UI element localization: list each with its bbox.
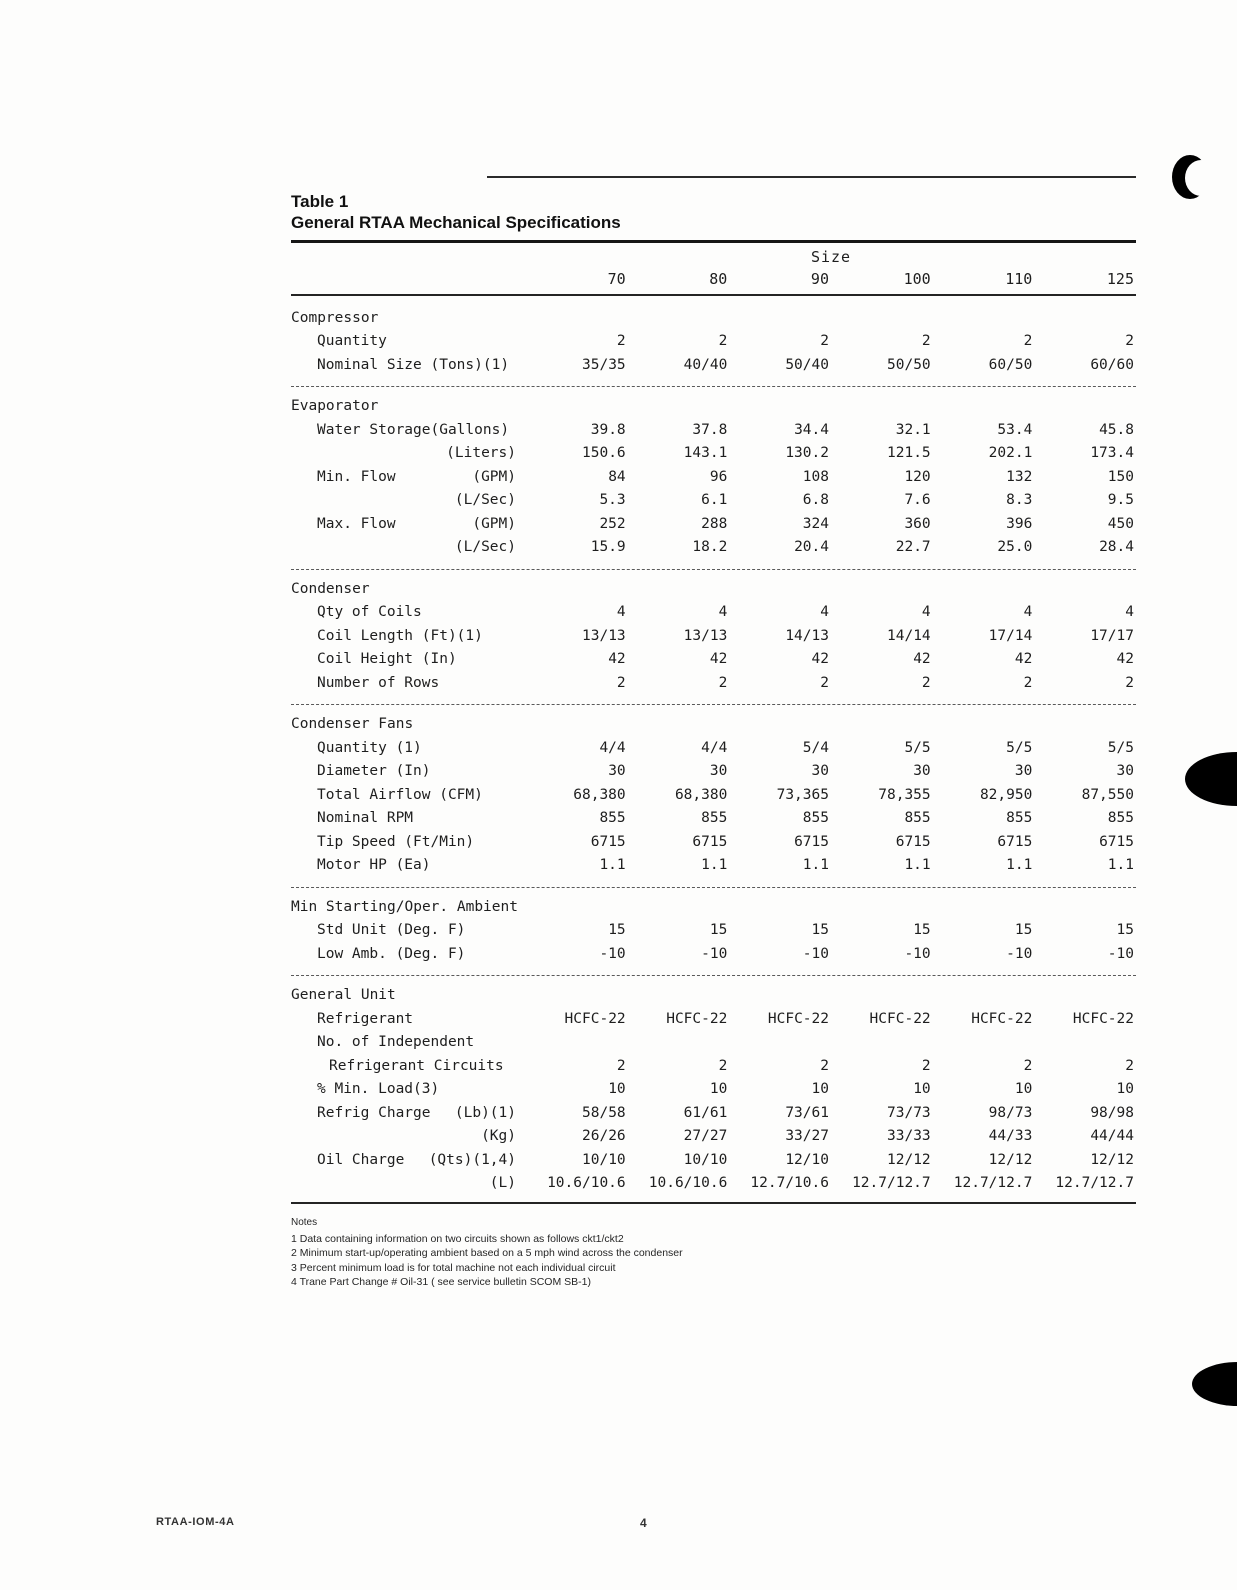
- cell-value: 25.0: [997, 539, 1033, 555]
- cell-value: 30: [709, 763, 728, 779]
- row-label: Coil Height (In): [317, 651, 457, 667]
- cell-value: 50/40: [785, 356, 829, 373]
- column-header-125: 125: [1106, 270, 1134, 288]
- cell-value: 73,365: [776, 786, 829, 803]
- cell-value: -10: [599, 945, 626, 962]
- cell-value: 78,355: [878, 786, 931, 803]
- cell-value: HCFC-22: [666, 1010, 728, 1027]
- section-min-starting-oper-ambient: [291, 887, 1136, 967]
- table-row: [291, 536, 1136, 560]
- cell-value: 13/13: [582, 627, 626, 644]
- cell-value: 15: [811, 922, 829, 938]
- table-row: [291, 419, 1136, 443]
- cell-value: 30: [811, 763, 829, 779]
- row-label: Low Amb. (Deg. F): [317, 945, 466, 962]
- row-label-cell: [291, 854, 526, 878]
- section-general-unit: [291, 975, 1136, 1196]
- cell-value: 5/5: [904, 739, 931, 756]
- cell-value: 7.6: [904, 492, 931, 508]
- table-row: [291, 831, 1136, 855]
- row-label-cell: [291, 1031, 526, 1055]
- row-label: Number of Rows: [317, 674, 440, 691]
- cell-value: 2: [1125, 333, 1134, 349]
- column-header-80: 80: [709, 270, 728, 288]
- row-label: [291, 1125, 317, 1149]
- cell-value: 42: [1014, 651, 1033, 667]
- cell-value: 855: [904, 810, 931, 826]
- row-label: [291, 536, 317, 560]
- notes-title: Notes: [291, 1216, 318, 1228]
- cell-value: 6715: [1099, 833, 1134, 850]
- table-bottom-divider: [291, 1202, 1136, 1204]
- cell-value: 2: [1023, 1057, 1033, 1074]
- cell-value: 1.1: [1006, 857, 1033, 873]
- notes-list: [291, 1232, 1136, 1290]
- scan-artifact-blob: [1192, 1362, 1237, 1406]
- cell-value: 26/26: [582, 1128, 626, 1144]
- cell-value: 10: [608, 1081, 626, 1097]
- cell-value: 4: [820, 604, 829, 620]
- cell-value: 5/5: [1107, 739, 1134, 756]
- cell-value: 18.2: [692, 539, 728, 555]
- section-evaporator: [291, 386, 1136, 560]
- row-label-cell: [291, 943, 526, 967]
- row-label-cell: [291, 330, 526, 354]
- cell-value: HCFC-22: [564, 1010, 626, 1027]
- row-label-cell: [291, 737, 526, 761]
- cell-value: 2: [820, 333, 829, 349]
- size-header-label: Size: [810, 248, 852, 266]
- row-label: Diameter (In): [317, 763, 431, 779]
- cell-value: 855: [701, 810, 728, 826]
- cell-value: 20.4: [794, 539, 829, 555]
- cell-value: 4: [921, 604, 931, 620]
- column-header-row: [291, 268, 1136, 292]
- cell-value: 10.6/10.6: [547, 1175, 626, 1191]
- row-label-cell: [291, 1102, 526, 1126]
- cell-value: 39.8: [590, 421, 626, 438]
- cell-value: 27/27: [683, 1128, 728, 1144]
- scan-artifact-blob: [1185, 752, 1237, 806]
- spec-table-body: [291, 307, 1136, 1196]
- cell-value: -10: [904, 945, 931, 962]
- row-label: Total Airflow (CFM): [317, 786, 483, 803]
- row-label-cell: [291, 1149, 526, 1173]
- cell-value: HCFC-22: [971, 1010, 1033, 1027]
- cell-value: 12/12: [887, 1151, 931, 1168]
- section-title-condenser: Condenser: [291, 580, 370, 597]
- row-unit: (L/Sec): [454, 539, 516, 555]
- cell-value: 2: [1023, 333, 1033, 349]
- cell-value: -10: [802, 945, 829, 962]
- cell-value: 50/50: [887, 356, 931, 373]
- cell-value: 252: [599, 515, 626, 532]
- cell-value: 28.4: [1099, 539, 1134, 555]
- cell-value: 10/10: [683, 1151, 728, 1168]
- cell-value: 6715: [794, 833, 829, 850]
- cell-value: 15: [913, 922, 931, 938]
- row-label: Quantity (1): [317, 739, 422, 756]
- cell-value: 37.8: [692, 421, 728, 438]
- row-label-cell: [291, 760, 526, 784]
- cell-value: 130.2: [785, 445, 829, 461]
- cell-value: 61/61: [683, 1104, 728, 1121]
- row-label: Oil Charge: [317, 1151, 405, 1168]
- cell-value: 1.1: [599, 857, 626, 873]
- cell-value: 173.4: [1090, 445, 1134, 461]
- cell-value: 2: [820, 674, 829, 691]
- cell-value: 73/73: [887, 1104, 931, 1121]
- table-row: [291, 1008, 1136, 1032]
- cell-value: 53.4: [997, 421, 1033, 438]
- cell-value: 82,950: [979, 786, 1033, 803]
- cell-value: 15: [1116, 922, 1134, 938]
- cell-value: 12/10: [785, 1151, 829, 1168]
- cell-value: -10: [701, 945, 728, 962]
- notes-block: [291, 1217, 1136, 1290]
- cell-value: 10.6/10.6: [648, 1175, 728, 1191]
- row-label-cell: [291, 419, 526, 443]
- cell-value: 12.7/10.6: [750, 1175, 829, 1191]
- cell-value: 2: [1023, 674, 1033, 691]
- cell-value: 2: [921, 1057, 931, 1074]
- cell-value: 12/12: [1090, 1151, 1134, 1168]
- cell-value: 121.5: [887, 445, 931, 461]
- cell-value: 855: [802, 810, 829, 826]
- cell-value: 360: [904, 515, 931, 532]
- cell-value: 84: [608, 468, 626, 485]
- table-row: [291, 1149, 1136, 1173]
- cell-value: 6.1: [701, 492, 728, 508]
- cell-value: 4: [1125, 604, 1134, 620]
- cell-value: 13/13: [683, 627, 728, 644]
- cell-value: 15: [709, 922, 728, 938]
- row-label: Tip Speed (Ft/Min): [317, 833, 475, 850]
- row-label-cell: [291, 354, 526, 378]
- cell-value: 4: [1023, 604, 1033, 620]
- row-unit: (Kg): [481, 1128, 516, 1144]
- cell-value: 2: [616, 333, 626, 349]
- cell-value: 34.4: [794, 421, 829, 438]
- cell-value: 12/12: [988, 1151, 1033, 1168]
- cell-value: 2: [616, 1057, 626, 1074]
- table-row: [291, 1078, 1136, 1102]
- cell-value: 14/13: [785, 627, 829, 644]
- cell-value: 98/73: [988, 1104, 1033, 1121]
- row-label: [291, 442, 317, 466]
- table-row: [291, 672, 1136, 696]
- table-row: [291, 1031, 1136, 1055]
- cell-value: 150: [1107, 468, 1134, 485]
- row-label-cell: [291, 601, 526, 625]
- row-label-cell: [291, 1172, 526, 1196]
- cell-value: 42: [913, 651, 931, 667]
- cell-value: 42: [709, 651, 728, 667]
- cell-value: 45.8: [1099, 421, 1134, 438]
- cell-value: 6715: [997, 833, 1033, 850]
- cell-value: 2: [718, 674, 728, 691]
- cell-value: 855: [1006, 810, 1033, 826]
- cell-value: 143.1: [683, 445, 728, 461]
- cell-value: 120: [904, 468, 931, 485]
- table-row: [291, 466, 1136, 490]
- table-title: General RTAA Mechanical Specifications: [291, 213, 621, 232]
- document-id: RTAA-IOM-4A: [156, 1516, 235, 1528]
- row-label: Refrig Charge: [317, 1104, 431, 1121]
- table-row: [291, 330, 1136, 354]
- cell-value: 2: [1125, 1057, 1134, 1074]
- row-label-cell: [291, 1125, 526, 1149]
- cell-value: 15.9: [590, 539, 626, 555]
- row-unit: (Lb)(1): [454, 1104, 516, 1121]
- row-label: % Min. Load(3): [317, 1081, 440, 1097]
- page-content: [291, 176, 1136, 1290]
- row-label: Qty of Coils: [317, 604, 422, 620]
- row-label-cell: [291, 807, 526, 831]
- row-label-cell: [291, 442, 526, 466]
- table-row: [291, 919, 1136, 943]
- column-header-90: 90: [810, 270, 829, 288]
- cell-value: 2: [718, 1057, 728, 1074]
- table-row: [291, 1125, 1136, 1149]
- cell-value: 17/14: [988, 627, 1033, 644]
- cell-value: 324: [802, 515, 829, 532]
- table-row: [291, 784, 1136, 808]
- note-item: 3 Percent minimum load is for total machine not each individual circuit: [291, 1261, 616, 1274]
- cell-value: 12.7/12.7: [953, 1175, 1033, 1191]
- row-label: Motor HP (Ea): [317, 857, 431, 873]
- column-header-70: 70: [607, 270, 626, 288]
- table-number: Table 1: [291, 192, 349, 211]
- row-label: [291, 489, 317, 513]
- cell-value: 40/40: [683, 356, 728, 373]
- table-row: [291, 601, 1136, 625]
- table-row: [291, 354, 1136, 378]
- cell-value: 96: [709, 468, 728, 485]
- note-item: 4 Trane Part Change # Oil-31 ( see service bulletin SCOM SB-1): [291, 1276, 591, 1288]
- row-label: Quantity: [317, 333, 387, 349]
- cell-value: 35/35: [582, 356, 626, 373]
- cell-value: 30: [608, 763, 626, 779]
- section-condenser: [291, 569, 1136, 696]
- row-label: Max. Flow: [317, 515, 396, 532]
- cell-value: 1.1: [904, 857, 931, 873]
- section-compressor: [291, 307, 1136, 378]
- cell-value: 4/4: [701, 739, 728, 756]
- cell-value: HCFC-22: [1072, 1010, 1134, 1027]
- table-row: [291, 737, 1136, 761]
- row-unit: (Liters): [446, 445, 516, 461]
- row-label-cell: [291, 513, 526, 537]
- row-label-cell: [291, 831, 526, 855]
- cell-value: 10: [1116, 1081, 1134, 1097]
- cell-value: 30: [913, 763, 931, 779]
- row-label: Refrigerant Circuits: [329, 1057, 504, 1074]
- cell-value: 9.5: [1107, 492, 1134, 508]
- cell-value: 6.8: [802, 492, 829, 508]
- cell-value: 2: [921, 674, 931, 691]
- cell-value: 58/58: [582, 1104, 626, 1121]
- cell-value: 98/98: [1090, 1104, 1134, 1121]
- cell-value: -10: [1006, 945, 1033, 962]
- row-label: Refrigerant: [317, 1010, 414, 1027]
- section-title-evaporator: Evaporator: [291, 398, 379, 414]
- row-unit: (L/Sec): [454, 492, 516, 508]
- section-title-general-unit: General Unit: [291, 987, 396, 1003]
- cell-value: 132: [1006, 468, 1033, 485]
- row-unit: (GPM): [472, 468, 516, 485]
- cell-value: 42: [1116, 651, 1134, 667]
- cell-value: -10: [1107, 945, 1134, 962]
- cell-value: 73/61: [785, 1104, 829, 1121]
- cell-value: 5/5: [1006, 739, 1033, 756]
- table-row: [291, 1102, 1136, 1126]
- table-row: [291, 625, 1136, 649]
- cell-value: 10: [811, 1081, 829, 1097]
- column-header-110: 110: [1005, 270, 1033, 288]
- table-row: [291, 442, 1136, 466]
- cell-value: 42: [608, 651, 626, 667]
- cell-value: 10: [913, 1081, 931, 1097]
- note-item: 1 Data containing information on two circuits shown as follows ckt1/ckt2: [291, 1232, 624, 1245]
- cell-value: 5.3: [599, 492, 626, 508]
- cell-value: 4: [616, 604, 626, 620]
- table-row: [291, 648, 1136, 672]
- section-title-min-starting-oper-ambient: Min Starting/Oper. Ambient: [291, 898, 518, 915]
- cell-value: 6715: [590, 833, 626, 850]
- row-label: Nominal RPM: [317, 810, 414, 826]
- cell-value: 10: [1014, 1081, 1033, 1097]
- cell-value: 17/17: [1090, 627, 1134, 644]
- row-label-cell: [291, 625, 526, 649]
- header-divider: [291, 294, 1136, 296]
- note-item: 2 Minimum start-up/operating ambient based on a 5 mph wind across the condenser: [291, 1247, 683, 1259]
- row-label: Std Unit (Deg. F): [317, 922, 466, 938]
- table-row: [291, 854, 1136, 878]
- cell-value: 22.7: [895, 539, 931, 555]
- cell-value: 30: [1014, 763, 1033, 779]
- cell-value: 1.1: [1107, 857, 1134, 873]
- cell-value: 2: [718, 333, 728, 349]
- cell-value: 2: [820, 1057, 829, 1074]
- cell-value: 855: [1107, 810, 1134, 826]
- section-title-condenser-fans: Condenser Fans: [291, 716, 414, 732]
- row-label-cell: [291, 1008, 526, 1032]
- cell-value: 288: [701, 515, 728, 532]
- row-label: [291, 1172, 317, 1196]
- cell-value: 10/10: [582, 1151, 626, 1168]
- cell-value: 33/27: [785, 1128, 829, 1144]
- cell-value: 68,380: [573, 786, 626, 803]
- cell-value: 2: [921, 333, 931, 349]
- row-unit: (L): [489, 1175, 516, 1191]
- table-row: [291, 1172, 1136, 1196]
- cell-value: 108: [802, 468, 829, 485]
- row-label: Min. Flow: [317, 468, 396, 485]
- title-divider: [291, 240, 1136, 243]
- cell-value: 202.1: [988, 445, 1033, 461]
- cell-value: 2: [616, 674, 626, 691]
- top-divider: [487, 176, 1136, 178]
- cell-value: 2: [1125, 674, 1134, 691]
- row-label: Nominal Size (Tons)(1): [317, 356, 510, 373]
- row-label-cell: [291, 672, 526, 696]
- cell-value: 450: [1107, 515, 1134, 532]
- cell-value: HCFC-22: [767, 1010, 829, 1027]
- cell-value: 68,380: [674, 786, 728, 803]
- row-label-cell: [291, 466, 526, 490]
- cell-value: 6715: [895, 833, 931, 850]
- cell-value: 33/33: [887, 1128, 931, 1144]
- table-row: [291, 1055, 1136, 1079]
- cell-value: 396: [1006, 515, 1033, 532]
- cell-value: 5/4: [802, 739, 829, 756]
- row-label-cell: [291, 919, 526, 943]
- cell-value: 12.7/12.7: [852, 1175, 931, 1191]
- size-header-row: [291, 246, 1136, 268]
- cell-value: 8.3: [1006, 492, 1033, 508]
- row-label-cell: [291, 648, 526, 672]
- cell-value: HCFC-22: [869, 1010, 931, 1027]
- row-label-cell: [291, 536, 526, 560]
- column-header-spacer: [291, 268, 526, 292]
- cell-value: 10: [709, 1081, 728, 1097]
- cell-value: 30: [1116, 763, 1134, 779]
- cell-value: 14/14: [887, 627, 931, 644]
- cell-value: 4/4: [599, 739, 626, 756]
- row-unit: (GPM): [472, 515, 516, 532]
- row-label-cell: [291, 784, 526, 808]
- row-unit: (Qts)(1,4): [428, 1151, 516, 1168]
- cell-value: 4: [718, 604, 728, 620]
- column-header-100: 100: [903, 270, 931, 288]
- cell-value: 15: [1014, 922, 1033, 938]
- cell-value: 12.7/12.7: [1055, 1175, 1134, 1191]
- cell-value: 60/60: [1090, 356, 1134, 373]
- table-row: [291, 513, 1136, 537]
- row-label-cell: [291, 489, 526, 513]
- row-label: No. of Independent: [317, 1034, 475, 1050]
- row-label: Water Storage(Gallons): [317, 421, 510, 438]
- cell-value: 150.6: [582, 445, 626, 461]
- table-row: [291, 760, 1136, 784]
- cell-value: 42: [811, 651, 829, 667]
- row-label-cell: [291, 1078, 526, 1102]
- row-label-cell: [291, 1055, 526, 1079]
- page-footer: [0, 1516, 1237, 1536]
- cell-value: 15: [608, 922, 626, 938]
- section-condenser-fans: [291, 704, 1136, 878]
- table-row: [291, 807, 1136, 831]
- cell-value: 855: [599, 810, 626, 826]
- cell-value: 32.1: [895, 421, 931, 438]
- row-label: Coil Length (Ft)(1): [317, 627, 483, 644]
- cell-value: 1.1: [802, 857, 829, 873]
- cell-value: 6715: [692, 833, 728, 850]
- table-row: [291, 489, 1136, 513]
- page-number: 4: [640, 1516, 647, 1530]
- cell-value: 60/50: [988, 356, 1033, 373]
- cell-value: 1.1: [701, 857, 728, 873]
- section-title-compressor: Compressor: [291, 309, 379, 326]
- scan-artifact-crescent: [1172, 155, 1208, 199]
- cell-value: 44/44: [1090, 1128, 1134, 1144]
- table-row: [291, 943, 1136, 967]
- cell-value: 87,550: [1081, 786, 1134, 803]
- cell-value: 44/33: [988, 1128, 1033, 1144]
